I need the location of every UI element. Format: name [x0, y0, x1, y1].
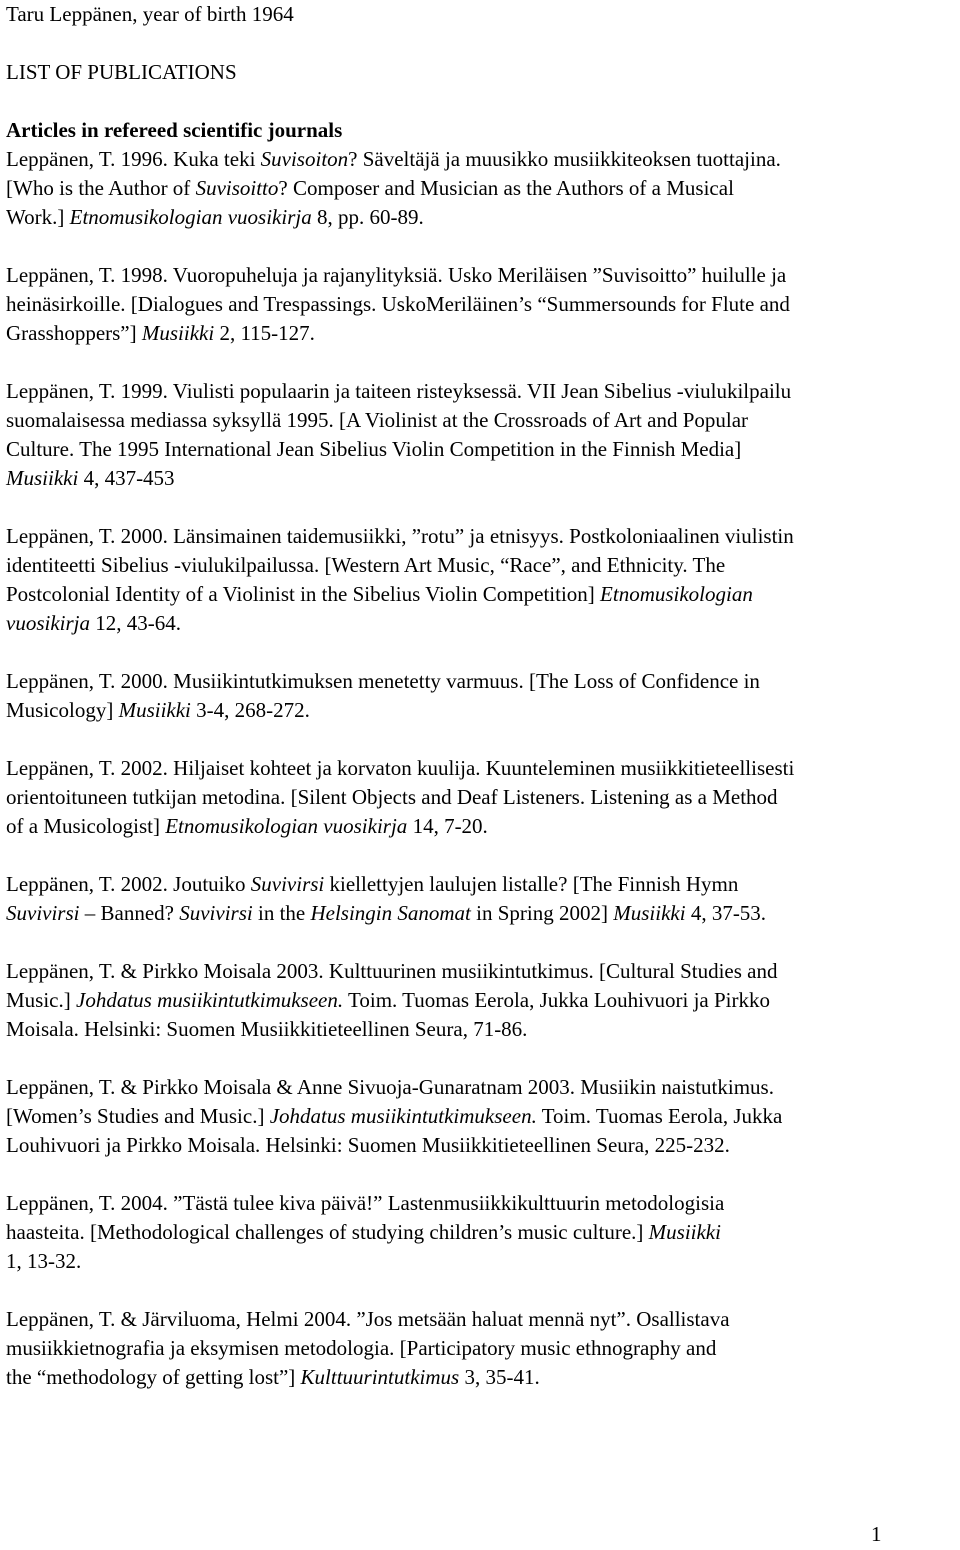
text-segment: 14, 7-20.: [407, 814, 488, 838]
text-segment: Leppänen, T. 2004. ”Tästä tulee kiva päivä!” Lastenmusiikkikulttuurin metodologisia: [6, 1191, 725, 1215]
text-line: [6, 582, 753, 606]
text-segment: heinäsirkoille. [Dialogues and Trespassings. UskoMeriläinen’s “Summersounds for Flute and: [6, 292, 790, 316]
text-segment: [Who is the Author of: [6, 176, 196, 200]
section-title: Articles in refereed scientific journals: [6, 118, 343, 142]
text-segment: Leppänen, T. 1999. Viulisti populaarin ja taiteen risteyksessä. VII Jean Sibelius -viulukilpailu: [6, 379, 792, 403]
text-segment: 3, 35-41.: [459, 1365, 540, 1389]
text-segment: Music.]: [6, 988, 76, 1012]
italic-title: Etnomusikologian: [600, 582, 753, 606]
page-number: 1: [871, 1522, 882, 1546]
text-segment: of a Musicologist]: [6, 814, 166, 838]
text-segment: Leppänen, T. & Pirkko Moisala 2003. Kulttuurinen musiikintutkimus. [Cultural Studies and: [6, 959, 778, 983]
text-segment: [Women’s Studies and Music.]: [6, 1104, 270, 1128]
text-segment: 8, pp. 60-89.: [311, 205, 424, 229]
text-line: [6, 872, 738, 896]
text-segment: orientoituneen tutkijan metodina. [Silent Objects and Deaf Listeners. Listening as a Method: [6, 785, 778, 809]
italic-title: Suvivirsi: [179, 901, 253, 925]
text-line: [6, 1133, 730, 1157]
italic-title: Musiikki: [141, 321, 215, 345]
italic-title: Musiikki: [648, 1220, 721, 1244]
text-segment: 12, 43-64.: [90, 611, 181, 635]
text-line: [6, 756, 794, 780]
text-segment: Musicology]: [6, 698, 119, 722]
text-segment: Moisala. Helsinki: Suomen Musiikkitieteellinen Seura, 71-86.: [6, 1017, 528, 1041]
italic-title: Suvivirsi: [6, 901, 80, 925]
italic-title: Johdatus musiikintutkimukseen.: [76, 988, 344, 1012]
italic-title: Suvivirsi: [250, 872, 325, 896]
text-segment: Leppänen, T. 1996. Kuka teki: [6, 147, 261, 171]
text-line: [6, 1104, 782, 1128]
text-segment: ? Composer and Musician as the Authors of a Musical: [278, 176, 734, 200]
text-segment: Leppänen, T. & Pirkko Moisala & Anne Sivuoja-Gunaratnam 2003. Musiikin naistutkimus.: [6, 1075, 774, 1099]
text-segment: Leppänen, T. 2000. Musiikintutkimuksen menetetty varmuus. [The Loss of Confidence in: [6, 669, 760, 693]
text-line: [6, 1336, 716, 1360]
text-segment: the “methodology of getting lost”]: [6, 1365, 301, 1389]
text-line: [6, 292, 790, 316]
italic-title: Musiikki: [6, 466, 79, 490]
text-line: [6, 785, 778, 809]
text-segment: kiellettyjen laulujen listalle? [The Finnish Hymn: [324, 872, 739, 896]
text-segment: 4, 437-453: [78, 466, 175, 490]
text-line: [6, 524, 794, 548]
text-segment: Leppänen, T. & Järviluoma, Helmi 2004. ”Jos metsään haluat mennä nyt”. Osallistava: [6, 1307, 730, 1331]
text-line: [6, 263, 786, 287]
text-segment: Toim. Tuomas Eerola, Jukka Louhivuori ja Pirkko: [343, 988, 771, 1012]
italic-title: Musiikki: [613, 901, 686, 925]
italic-title: Helsingin Sanomat: [310, 901, 471, 925]
text-segment: Grasshoppers”]: [6, 321, 142, 345]
italic-title: Johdatus musiikintutkimukseen.: [269, 1104, 537, 1128]
text-segment: Postcolonial Identity of a Violinist in the Sibelius Violin Competition]: [6, 582, 601, 606]
text-line: [6, 988, 770, 1012]
text-segment: Leppänen, T. 2002. Joutuiko: [6, 872, 251, 896]
text-line: [6, 147, 781, 171]
text-segment: in the: [252, 901, 311, 925]
text-line: [6, 466, 175, 490]
text-line: [6, 959, 778, 983]
text-segment: 2, 115-127.: [214, 321, 315, 345]
text-line: [6, 553, 725, 577]
text-line: [6, 1365, 540, 1389]
italic-title: Musiikki: [118, 698, 191, 722]
italic-title: vuosikirja: [6, 611, 90, 635]
text-line: [6, 408, 748, 432]
text-segment: in Spring 2002]: [470, 901, 614, 925]
text-line: [6, 1191, 724, 1215]
italic-title: Etnomusikologian vuosikirja: [165, 814, 408, 838]
text-segment: – Banned?: [79, 901, 180, 925]
text-segment: Toim. Tuomas Eerola, Jukka: [536, 1104, 783, 1128]
text-segment: Culture. The 1995 International Jean Sibelius Violin Competition in the Finnish Media]: [6, 437, 742, 461]
italic-title: Suvisoiton: [260, 147, 349, 171]
text-line: [6, 901, 766, 925]
text-segment: Work.]: [6, 205, 70, 229]
text-segment: 3-4, 268-272.: [190, 698, 310, 722]
text-line: [6, 1249, 81, 1273]
text-line: [6, 1017, 527, 1041]
list-title: LIST OF PUBLICATIONS: [6, 60, 237, 84]
text-line: [6, 1075, 774, 1099]
text-segment: musiikkietnografia ja eksymisen metodologia. [Participatory music ethnography and: [6, 1336, 717, 1360]
italic-title: Suvisoitto: [195, 176, 279, 200]
text-line: [6, 698, 310, 722]
text-segment: Louhivuori ja Pirkko Moisala. Helsinki: Suomen Musiikkitieteellinen Seura, 225-232.: [6, 1133, 730, 1157]
italic-title: Etnomusikologian vuosikirja: [69, 205, 312, 229]
text-line: [6, 379, 791, 403]
author-line: Taru Leppänen, year of birth 1964: [6, 2, 294, 26]
text-line: [6, 176, 734, 200]
text-line: [6, 437, 741, 461]
text-line: [6, 814, 488, 838]
text-segment: suomalaisessa mediassa syksyllä 1995. [A Violinist at the Crossroads of Art and Popular: [6, 408, 749, 432]
text-segment: haasteita. [Methodological challenges of studying children’s music culture.]: [6, 1220, 649, 1244]
text-line: [6, 321, 315, 345]
text-line: [6, 1307, 730, 1331]
text-segment: Leppänen, T. 1998. Vuoropuheluja ja rajanylityksiä. Usko Meriläisen ”Suvisoitto” huilulle ja: [6, 263, 787, 287]
text-line: [6, 669, 760, 693]
italic-title: Kulttuurintutkimus: [300, 1365, 460, 1389]
text-line: [6, 1220, 721, 1244]
text-line: [6, 205, 424, 229]
text-segment: 1, 13-32.: [6, 1249, 82, 1273]
text-segment: ? Säveltäjä ja muusikko musiikkiteoksen tuottajina.: [348, 147, 781, 171]
text-segment: 4, 37-53.: [685, 901, 767, 925]
text-segment: identiteetti Sibelius -viulukilpailussa. [Western Art Music, “Race”, and Ethnicity. The: [6, 553, 726, 577]
text-line: [6, 611, 181, 635]
text-segment: Leppänen, T. 2002. Hiljaiset kohteet ja korvaton kuulija. Kuunteleminen musiikkitieteellisesti: [6, 756, 795, 780]
text-segment: Leppänen, T. 2000. Länsimainen taidemusiikki, ”rotu” ja etnisyys. Postkoloniaalinen viulistin: [6, 524, 794, 548]
